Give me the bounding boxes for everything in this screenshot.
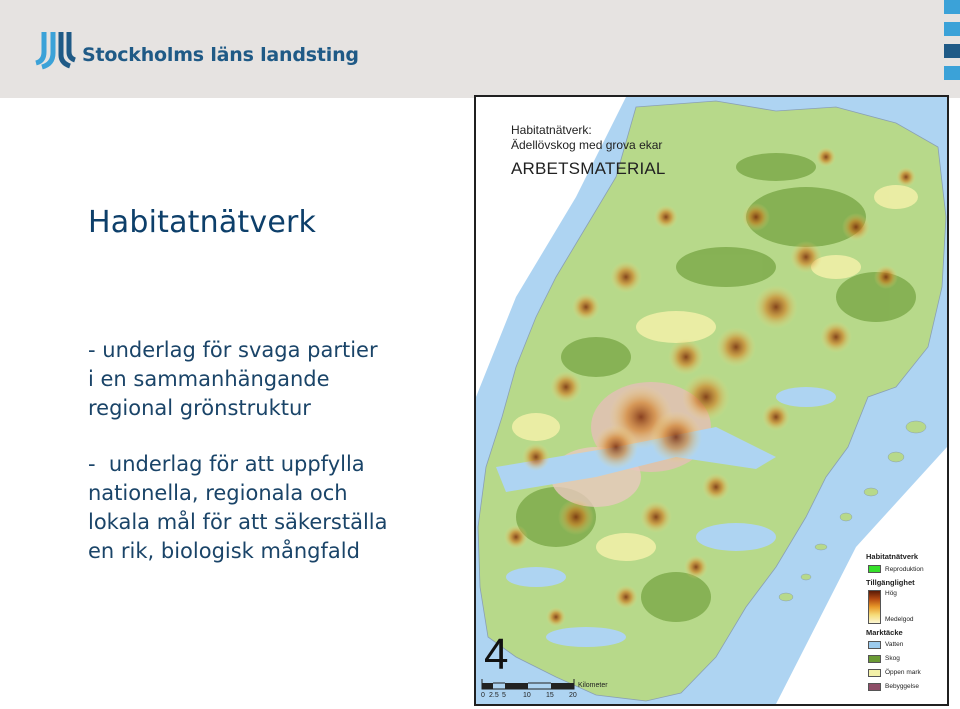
map-subtitle: ARBETSMATERIAL xyxy=(511,159,666,178)
bullet-paragraph-1: - underlag för svaga partier i en sammanhängande regional grönstruktur xyxy=(88,338,378,420)
map-number: 4 xyxy=(484,630,509,679)
legend-reproduction-label: Reproduktion xyxy=(885,566,924,573)
org-name: Stockholms läns landsting xyxy=(82,44,359,66)
legend-landcover-swatch xyxy=(868,655,881,663)
habitat-map xyxy=(474,95,949,706)
scale-tick-label: 5 xyxy=(502,692,506,699)
legend-landcover-label: Vatten xyxy=(885,641,904,648)
legend-landcover-heading: Marktäcke xyxy=(866,628,903,637)
scale-tick-label: 10 xyxy=(523,692,531,699)
legend-landcover-label: Bebyggelse xyxy=(885,683,919,690)
legend-high-label: Hög xyxy=(885,590,897,597)
scale-tick-label: 2.5 xyxy=(489,692,499,699)
map-title-line1: Habitatnätverk: xyxy=(511,123,592,137)
corner-square xyxy=(944,66,960,80)
header-band xyxy=(0,0,960,98)
legend-landcover-label: Skog xyxy=(885,655,900,662)
legend-accessibility-heading: Tillgänglighet xyxy=(866,578,915,587)
slide-title: Habitatnätverk xyxy=(88,205,317,240)
scale-tick-label: 15 xyxy=(546,692,554,699)
sll-logo-icon xyxy=(34,30,76,70)
corner-square xyxy=(944,0,960,14)
legend-landcover-swatch xyxy=(868,683,881,691)
corner-square xyxy=(944,44,960,58)
legend-medium-label: Medelgod xyxy=(885,616,914,623)
corner-squares xyxy=(944,0,960,80)
scale-unit-label: Kilometer xyxy=(578,682,608,689)
legend-reproduction-swatch xyxy=(868,565,881,573)
bullet-paragraph-2: - underlag för att uppfylla nationella, regionala och lokala mål för att säkerställa en rik, biologisk mångfald xyxy=(88,452,388,563)
map-title-line2: Ädellövskog med grova ekar xyxy=(511,138,663,152)
legend-landcover-swatch xyxy=(868,669,881,677)
scale-tick-label: 20 xyxy=(569,692,577,699)
legend-landcover-label: Öppen mark xyxy=(885,669,921,676)
legend-accessibility-gradient xyxy=(868,590,881,624)
legend-landcover-swatch xyxy=(868,641,881,649)
corner-square xyxy=(944,22,960,36)
scale-tick-label: 0 xyxy=(481,692,485,699)
legend-habitat-heading: Habitatnätverk xyxy=(866,552,919,561)
